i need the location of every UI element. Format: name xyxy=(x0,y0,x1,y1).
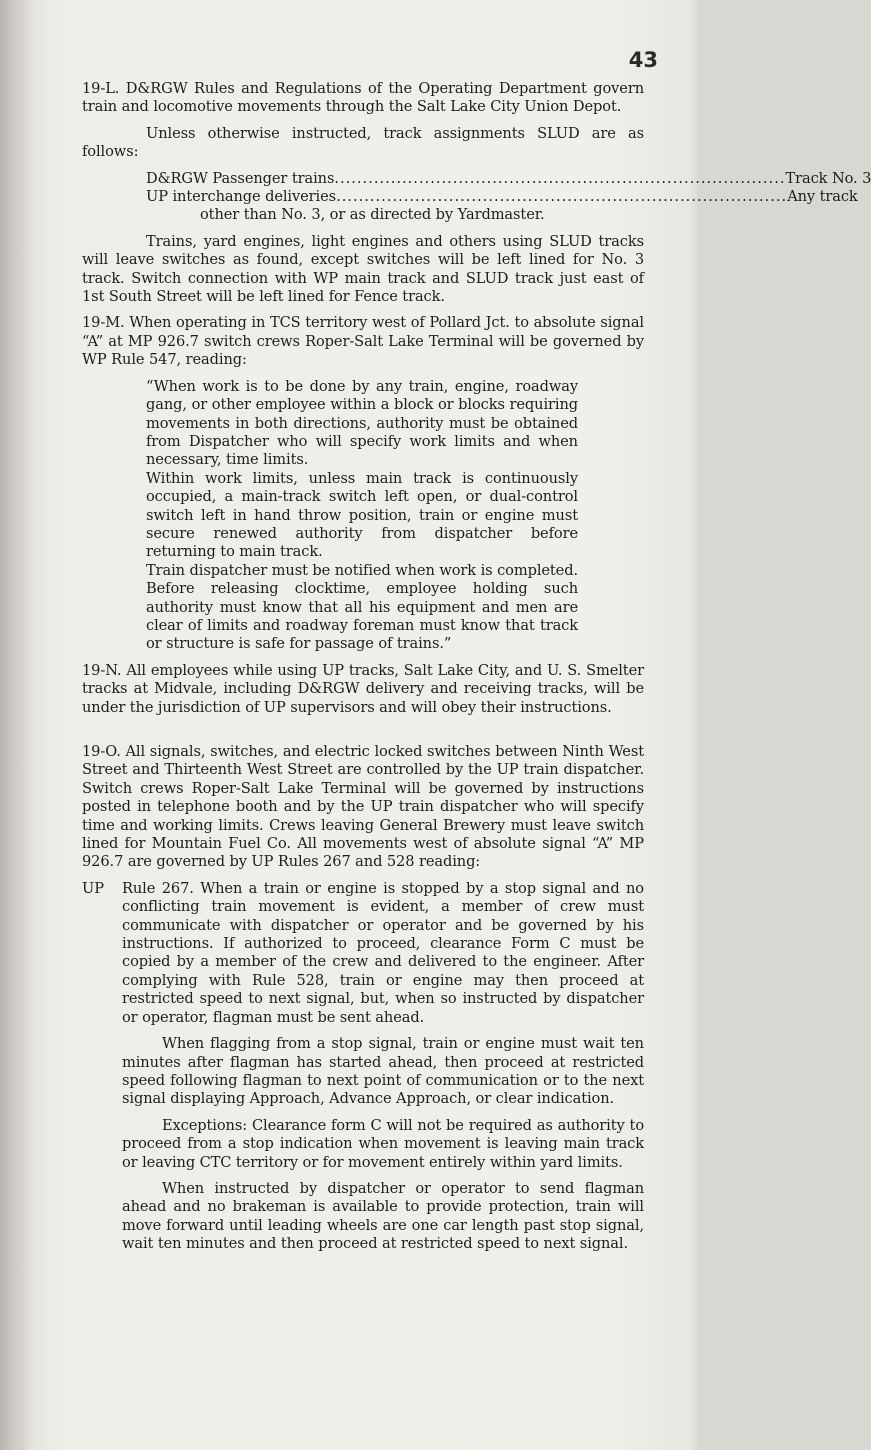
rule-267-instructed: When instructed by dispatcher or operator to send flagman ahead and no brakeman is available to provide protection, train will move forward until leading wheels are one car length past stop signal, wait ten minutes and then proceed at restricted speed to next signal. xyxy=(122,1179,644,1253)
track-assignment-value: Any track xyxy=(787,188,858,206)
quote-paragraph: Within work limits, unless main track is continuously occupied, a main-track switch left open, or dual-control switch left in hand throw position, train or engine must secure renewed authority from dispatcher before returning to main track. xyxy=(146,469,578,561)
track-assignment-row xyxy=(82,169,871,188)
section-19o: 19-O. All signals, switches, and electric locked switches between Ninth West Street and Thirteenth West Street are controlled by the UP train dispatcher. Switch crews Roper-Salt Lake Terminal will be governed by instructions posted in telephone booth and by the UP train dispatcher who will specify time and working limits. Crews leaving General Brewery must leave switch lined for Mountain Fuel Co. All movements west of absolute signal “A” MP 926.7 are governed by UP Rules 267 and 528 reading: xyxy=(82,743,644,871)
track-assignment-continuation: other than No. 3, or as directed by Yardmaster. xyxy=(200,206,545,224)
section-19l-intro: 19-L. D&RGW Rules and Regulations of the Operating Department govern train and locomotive movements through the Salt Lake City Union Depot. xyxy=(82,80,644,116)
quote-paragraph: Train dispatcher must be notified when work is completed. Before releasing clocktime, employee holding such authority must know that all his equipment and men are clear of limits and roadway foreman must know that track or structure is safe for passage of trains.” xyxy=(146,561,578,653)
rule-267-exceptions: Exceptions: Clearance form C will not be required as authority to proceed from a stop indication when movement is leaving main track or leaving CTC territory or for movement entirely within yard limits. xyxy=(122,1116,644,1171)
quote-paragraph: “When work is to be done by any train, engine, roadway gang, or other employee within a block or blocks requiring movements in both directions, authority must be obtained from Dispatcher who will specify work limits and when necessary, time limits. xyxy=(146,377,578,469)
track-assignment-label: D&RGW Passenger trains xyxy=(146,169,335,187)
rule-267-text: Rule 267. When a train or engine is stopped by a stop signal and no conflicting train movement is evident, a member of crew must communicate with dispatcher or operator and be governed by his instructions. If authorized to proceed, clearance Form C must be copied by a member of the crew and delivered to the engineer. After complying with Rule 528, train or engine may then proceed at restricted speed to next signal, but, when so instructed by dispatcher or operator, flagman must be sent ahead. xyxy=(122,879,644,1026)
track-assignment-value: Track No. 3 xyxy=(785,169,871,187)
section-19m-intro: 19-M. When operating in TCS territory west of Pollard Jct. to absolute signal “A” at MP 926.7 switch crews Roper-Salt Lake Terminal will be governed by WP Rule 547, reading: xyxy=(82,314,644,369)
leader-dots: ................................................................................ xyxy=(334,169,786,187)
section-19l-assign-intro: Unless otherwise instructed, track assignments SLUD are as follows: xyxy=(82,124,644,161)
rule-source-tag: UP xyxy=(82,879,104,897)
track-assignment-label: UP interchange deliveries xyxy=(146,188,337,206)
page-gutter-shadow xyxy=(0,0,34,1450)
page-number: 43 xyxy=(628,48,658,72)
page-content xyxy=(82,80,871,1254)
rule-267-body xyxy=(122,880,644,1254)
up-rule-267 xyxy=(82,880,644,1254)
track-assignment-row xyxy=(82,188,858,206)
leader-dots: ................................................................................ xyxy=(336,188,788,206)
section-19l-switches: Trains, yard engines, light engines and others using SLUD tracks will leave switches as found, except switches will be left lined for No. 3 track. Switch connection with WP main track and SLUD track just east of 1st South Street will be left lined for Fence track. xyxy=(82,232,644,306)
wp-rule-547-quote xyxy=(146,378,578,654)
section-19n: 19-N. All employees while using UP tracks, Salt Lake City, and U. S. Smelter tracks at Midvale, including D&RGW delivery and receiving tracks, will be under the jurisdiction of UP supervisors and will obey their instructions. xyxy=(82,661,644,716)
rule-267-flagging: When flagging from a stop signal, train or engine must wait ten minutes after flagman has started ahead, then proceed at restricted speed following flagman to next point of communication or to the next signal displaying Approach, Advance Approach, or clear indication. xyxy=(122,1035,644,1108)
